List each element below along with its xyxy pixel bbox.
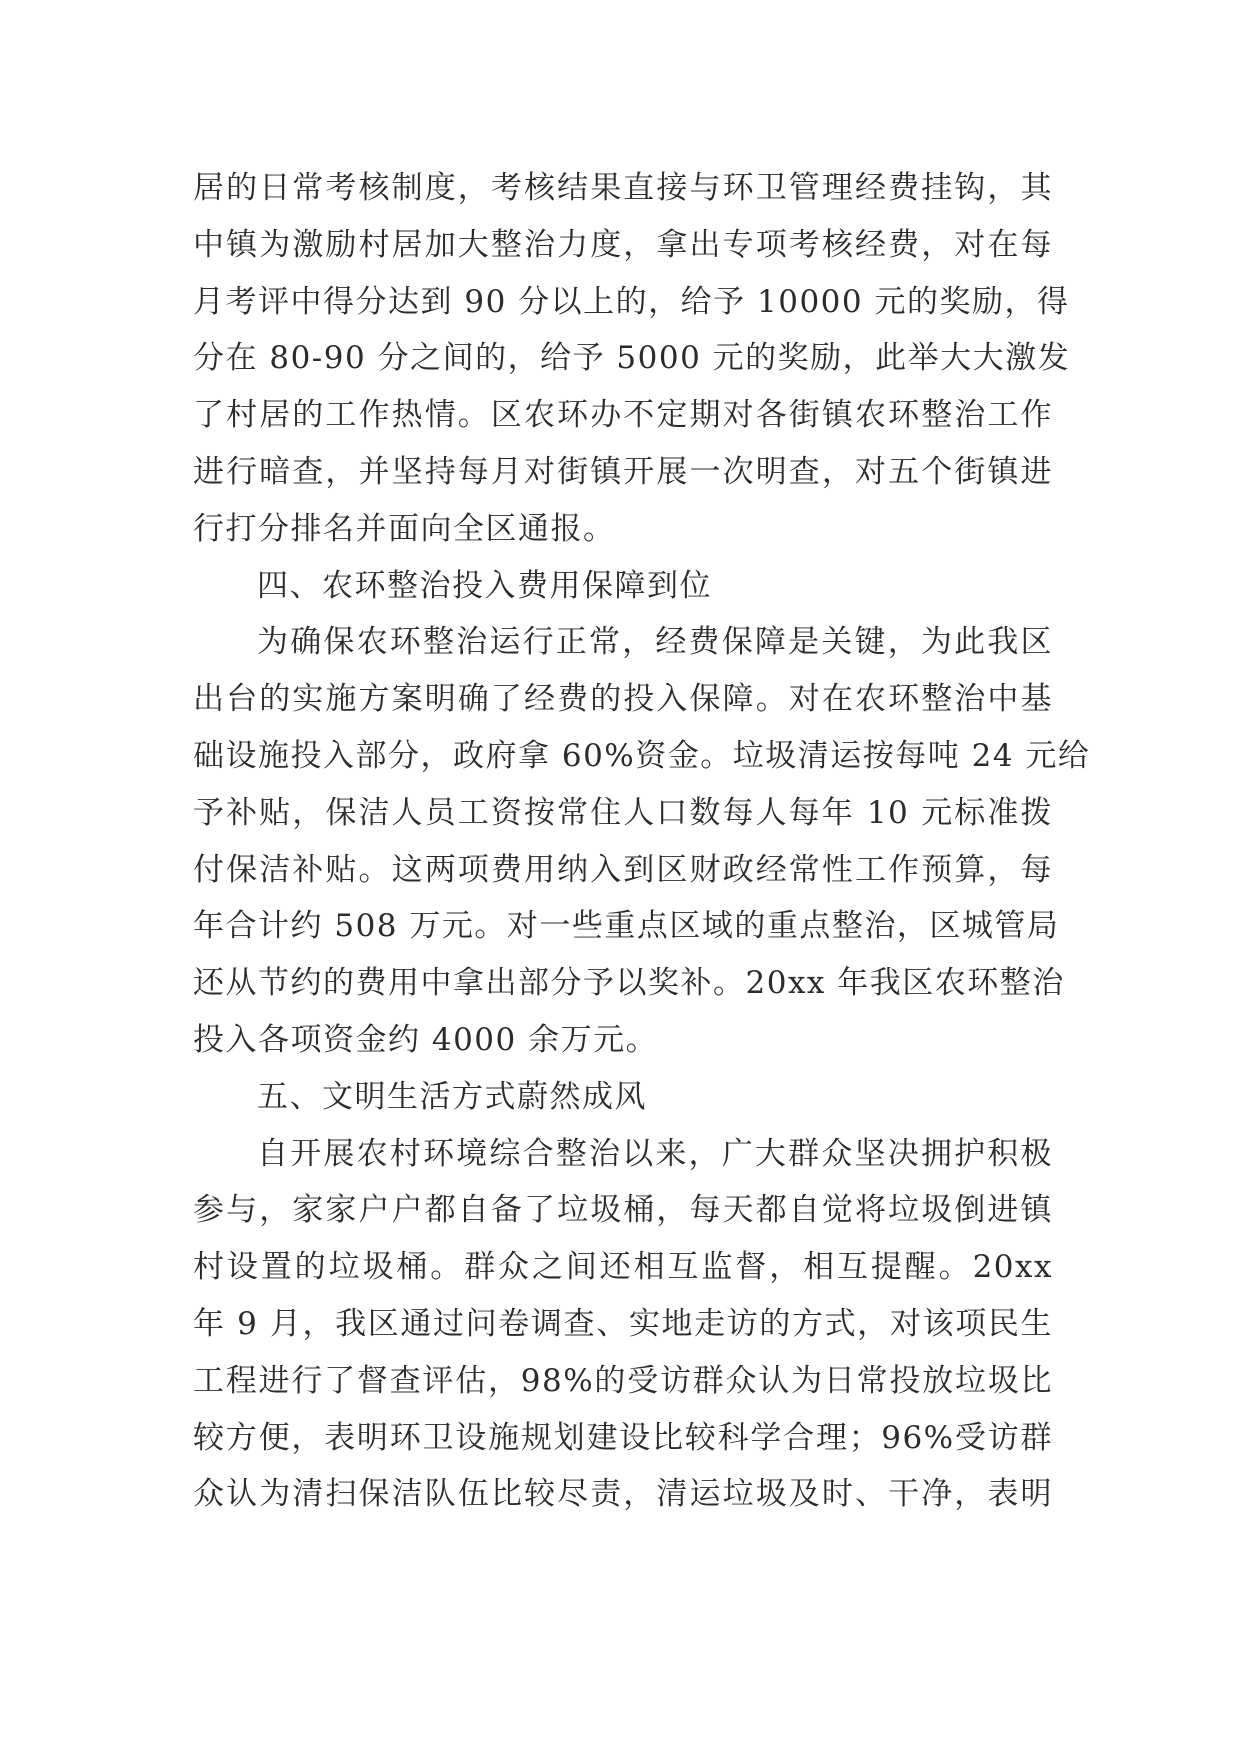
paragraph-line: 参与，家家户户都自备了垃圾桶，每天都自觉将垃圾倒进镇 xyxy=(193,1192,1053,1229)
document-body xyxy=(193,160,1091,1523)
paragraph-line: 还从节约的费用中拿出部分予以奖补。20xx 年我区农环整治 xyxy=(193,965,1065,1002)
paragraph-line: 予补贴，保洁人员工资按常住人口数每人每年 10 元标准拨 xyxy=(193,794,1053,831)
paragraph-line: 自开展农村环境综合整治以来，广大群众坚决拥护积极 xyxy=(257,1135,1053,1172)
paragraph-line: 了村居的工作热情。区农环办不定期对各街镇农环整治工作 xyxy=(193,397,1053,434)
section-heading: 五、文明生活方式蔚然成风 xyxy=(257,1078,647,1115)
paragraph-line: 础设施投入部分，政府拿 60%资金。垃圾清运按每吨 24 元给 xyxy=(193,737,1091,774)
paragraph-line: 较方便，表明环卫设施规划建设比较科学合理；96%受访群 xyxy=(193,1419,1053,1456)
section-heading: 四、农环整治投入费用保障到位 xyxy=(257,567,712,604)
paragraph-line: 中镇为激励村居加大整治力度，拿出专项考核经费，对在每 xyxy=(193,226,1053,263)
paragraph-line: 为确保农环整治运行正常，经费保障是关键，为此我区 xyxy=(257,624,1053,661)
paragraph-line: 行打分排名并面向全区通报。 xyxy=(193,510,616,547)
paragraph-line: 村设置的垃圾桶。群众之间还相互监督，相互提醒。20xx xyxy=(193,1249,1053,1286)
paragraph-line: 月考评中得分达到 90 分以上的，给予 10000 元的奖励，得 xyxy=(193,283,1070,320)
paragraph-line: 进行暗查，并坚持每月对街镇开展一次明查，对五个街镇进 xyxy=(193,453,1053,490)
paragraph-line: 分在 80-90 分之间的，给予 5000 元的奖励，此举大大激发 xyxy=(193,340,1071,377)
paragraph-line: 出台的实施方案明确了经费的投入保障。对在农环整治中基 xyxy=(193,681,1053,718)
paragraph-line: 工程进行了督查评估，98%的受访群众认为日常投放垃圾比 xyxy=(193,1362,1053,1399)
paragraph-line: 年 9 月，我区通过问卷调查、实地走访的方式，对该项民生 xyxy=(193,1305,1053,1342)
paragraph-line: 年合计约 508 万元。对一些重点区域的重点整治，区城管局 xyxy=(193,908,1060,945)
paragraph-line: 投入各项资金约 4000 余万元。 xyxy=(193,1021,659,1058)
paragraph-line: 付保洁补贴。这两项费用纳入到区财政经常性工作预算，每 xyxy=(193,851,1053,888)
paragraph-line: 居的日常考核制度，考核结果直接与环卫管理经费挂钩，其 xyxy=(193,170,1053,206)
paragraph-line: 众认为清扫保洁队伍比较尽责，清运垃圾及时、干净，表明 xyxy=(193,1476,1053,1513)
